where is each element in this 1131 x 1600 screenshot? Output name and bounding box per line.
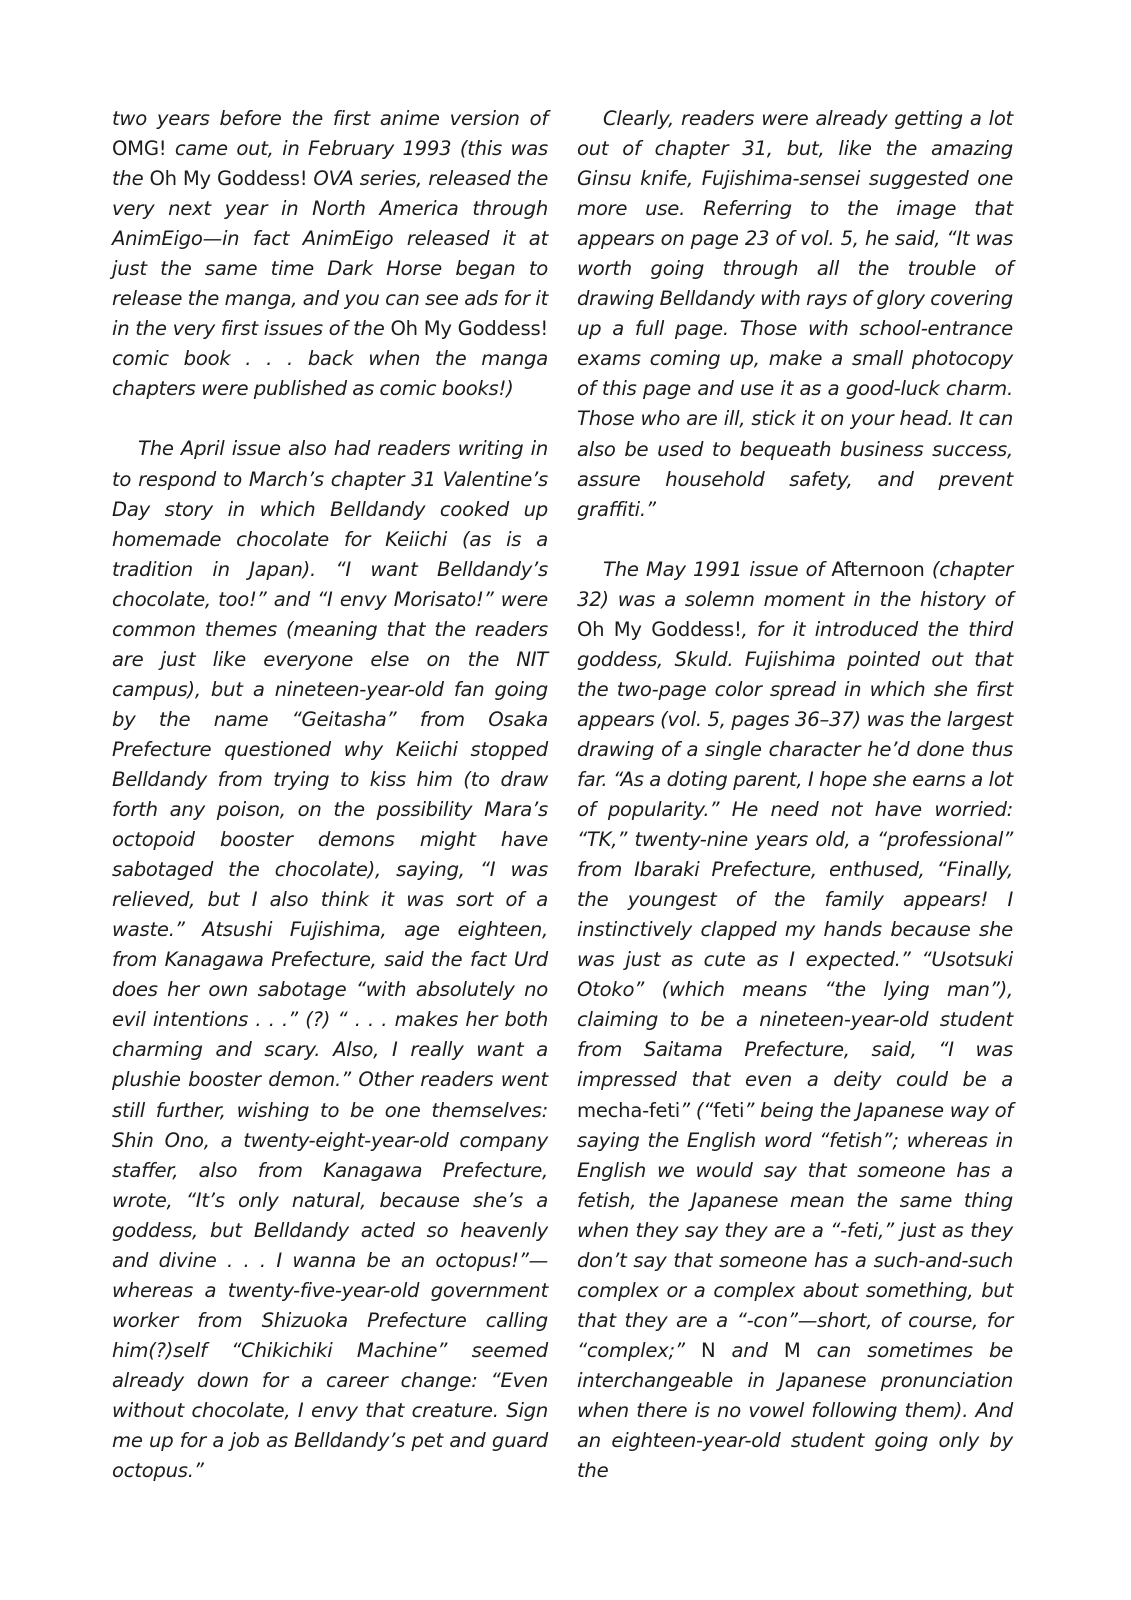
right-paragraph-2: The May 1991 issue of Afternoon (chapter 32) was a solemn moment in the history of Oh My Goddess!, for it introduced the third goddess, Skuld. Fujishima pointed out that the two-page color spread in which she first appears (vol. 5, pages 36–37) was the largest drawing of a single character he’d done thus far. “As a doting parent, I hope she earns a lot of popularity.” He need not have worried: “TK,” twenty-nine years old, a “professional” from Ibaraki Prefecture, enthused, “Finally, the youngest of the family appears! I instinctively clapped my hands because she was just as cute as I expected.” “Usotsuki Otoko” (which means “the lying man”), claiming to be a nineteen-year-old student from Saitama Prefecture, said, “I was impressed that even a deity could be a mecha-feti” (“feti” being the Japanese way of saying the English word “fetish”; whereas in English we would say that someone has a fetish, the Japanese mean the same thing when they say they are a “-feti,” just as they don’t say that someone has a such-and-such complex or a complex about something, but that they are a “-con”—short, of course, for “complex;” N and M can sometimes be interchangeable in Japanese pronunciation when there is no vowel following them). And an eighteen-year-old student going only by the [577,557,1014,1483]
right-column [577,104,1013,1486]
title-afternoon: Afternoon [831,557,925,581]
right-paragraph-1: Clearly, readers were already getting a lot out of chapter 31, but, like the amazing Ginsu knife, Fujishima-sensei suggested one more use. Referring to the image that appears on page 23 of vol. 5, he said, “It was worth going through all the trouble of drawing Belldandy with rays of glory covering up a full page. Those with school-entrance exams coming up, make a small photocopy of this page and use it as a good-luck charm. Those who are ill, stick it on your head. It can also be used to bequeath business success, assure household safety, and prevent graffiti.” [577,107,1013,521]
left-paragraph-2: The April issue also had readers writing in to respond to March’s chapter 31 Valentine’s Day story in which Belldandy cooked up homemade chocolate for Keiichi (as is a tradition in Japan). “I want Belldandy’s chocolate, too!” and “I envy Morisato!” were common themes (meaning that the readers are just like everyone else on the NIT campus), but a nineteen-year-old fan going by the name “Geitasha” from Osaka Prefecture questioned why Keiichi stopped Belldandy from trying to kiss him (to draw forth any poison, on the possibility Mara’s octopoid booster demons might have sabotaged the chocolate), saying, “I was relieved, but I also think it was sort of a waste.” Atsushi Fujishima, age eighteen, from Kanagawa Prefecture, said the fact Urd does her own sabotage “with absolutely no evil intentions . . .” (?) “ . . . makes her both charming and scary. Also, I really want a plushie booster demon.” Other readers went still further, wishing to be one themselves: Shin Ono, a twenty-eight-year-old company staffer, also from Kanagawa Prefecture, wrote, “It’s only natural, because she’s a goddess, but Belldandy acted so heavenly and divine . . . I wanna be an octopus!”—whereas a twenty-five-year-old government worker from Shizuoka Prefecture calling him(?)self “Chikichiki Machine” seemed already down for a career change: “Even without chocolate, I envy that creature. Sign me up for a job as Belldandy’s pet and guard octopus.” [112,437,548,1483]
letter-m: M [783,1338,801,1362]
title-oh-my-goddess: Oh My Goddess! [149,167,308,191]
title-oh-my-goddess: Oh My Goddess! [577,617,742,641]
title-omg: OMG! [112,137,167,161]
term-feti: feti [713,1098,745,1122]
left-column [112,104,548,1486]
paragraph-gap [577,525,1013,555]
paragraph-gap [112,404,548,434]
left-paragraph-1: two years before the first anime version of OMG! came out, in February 1993 (this was the Oh My Goddess! OVA series, released the very next year in North America through AnimEigo—in fact AnimEigo released it at just the same time Dark Horse began to release the manga, and you can see ads for it in the very first issues of the Oh My Goddess! comic book . . . back when the manga chapters were published as comic books!) [112,107,549,401]
title-oh-my-goddess: Oh My Goddess! [390,317,549,341]
letter-n: N [700,1338,716,1362]
term-mecha-feti: mecha-feti [577,1098,680,1122]
